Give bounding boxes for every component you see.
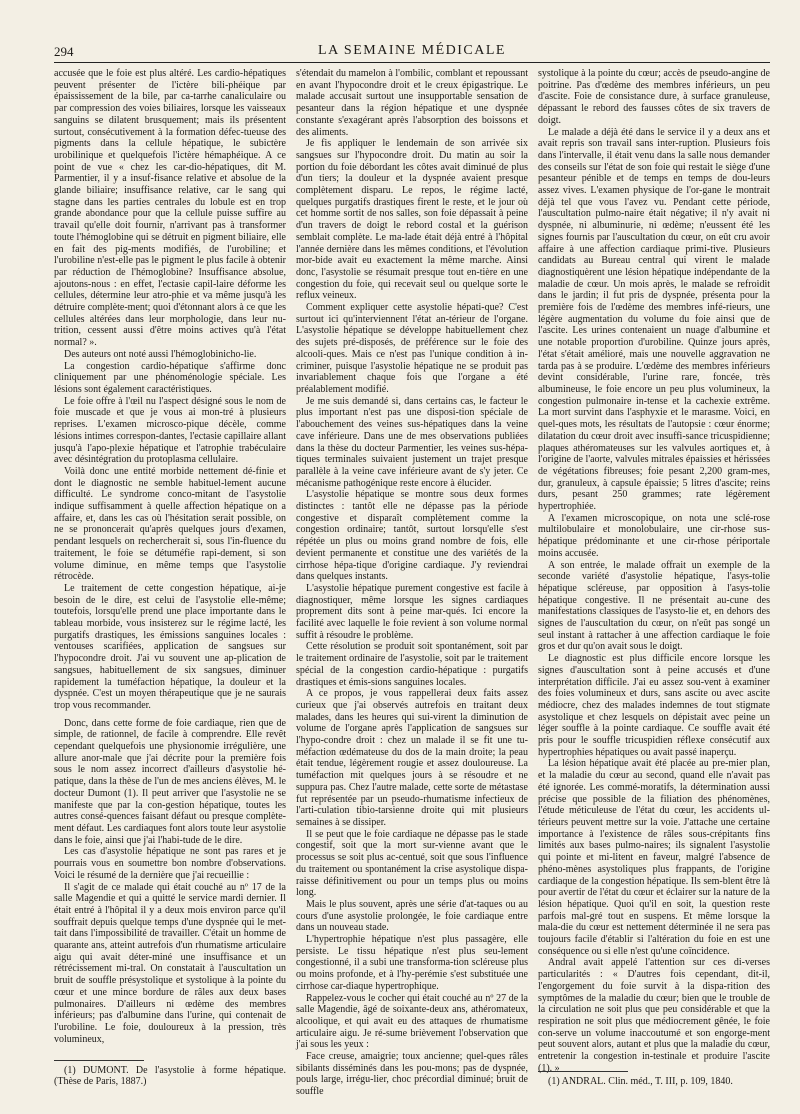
paragraph: L'asystolie hépatique se montre sous deux formes distinctes : tantôt elle ne dépasse pas la période congestive et disparaît complètement comme la congestion ordinaire; tantôt, surtout lorsqu'elle s'est répétée un plus ou moins grand nombre de fois, elle devient permanente et constitue une des variétés de la cirrhose hépa-tique d'origine cardiaque. J'y reviendrai dans quelques instants. xyxy=(296,489,528,583)
footnote-rule xyxy=(538,1071,628,1072)
footnote-block xyxy=(538,1071,770,1088)
paragraph: systolique à la pointe du cœur; accès de pseudo-angine de poitrine. Pas d'œdème des membres inférieurs, un peu d'ascite. Foie de consistance dure, à surface granuleuse, dépassant le rebord des fausses côtes de six travers de doigt. xyxy=(538,68,770,126)
column-right xyxy=(538,68,770,1090)
paragraph: Cette résolution se produit soit spontanément, soit par le traitement ordinaire de l'asystolie, soit par le traitement spécial de la congestion cardio-hépatique : purgatifs drastiques et émis-sions sanguines locales. xyxy=(296,641,528,688)
paragraph: Donc, dans cette forme de foie cardiaque, rien que de simple, de rationnel, de facile à comprendre. Elle revêt cependant quelquefois une physionomie irrégulière, une allure anor-male que j'ai décrite pour la première fois sous le nom assez incorrect d'ailleurs d'asystolie hé-patique, dans la thèse de l'un de mes anciens élèves, M. le docteur Dumont (1). Il peut arriver que l'asystolie ne se manifeste que par la con-gestion hépatique, toutes les autres consé-quences faisant défaut ou presque complète-ment défaut. Les cardiaques font alors toute leur asystolie dans le foie, ainsi que j'ai l'habi-tude de le dire. xyxy=(54,717,286,846)
paragraph: Le traitement de cette congestion hépatique, ai-je besoin de le dire, est celui de l'asystolie elle-même; toutefois, lorsqu'elle prend une place importante dans le tableau morbide, vous insisterez sur le régime lacté, les purgatifs drastiques, les émissions sanguines locales : ventouses scarifiées, application de sangsues sur l'hypocondre droit. J'ai vu souvent une ap-plication de sangsues, habituellement de six sangsues, diminuer rapidement la tuméfaction hépatique, la douleur et la dyspnée. C'est un moyen thérapeutique que je ne saurais trop vous recommander. xyxy=(54,582,286,711)
paragraph: Je fis appliquer le lendemain de son arrivée six sangsues sur l'hypocondre droit. Du matin au soir la portion du foie débordant les côtes avait diminué de plus d'un tiers; la douleur et la dyspnée avaient presque complètement disparu. Le repos, le régime lacté, quelques purgatifs drastiques firent le reste, et le jour où cet homme sortit de nos salles, son foie dépassait à peine d'un travers de doigt le rebord costal et la guérison semblait complète. Le ma-lade était déjà entré à l'hôpital l'année dernière dans les mêmes conditions, et l'évolution mor-bide avait eu exactement la même marche. Ainsi donc, l'asystolie se résumait presque tout en-tière en une congestion du foie, qui recevait seul ou quelque sorte le reflux veineux. xyxy=(296,138,528,302)
footnote: (1) DUMONT. De l'asystolie à forme hépatique. (Thèse de Paris, 1887.) xyxy=(54,1064,286,1088)
footnote: (1) ANDRAL. Clin. méd., T. III, p. 109, 1840. xyxy=(548,1076,733,1088)
journal-title: LA SEMAINE MÉDICALE xyxy=(318,43,506,58)
paragraph: A l'examen microscopique, on nota une sclé-rose multilobulaire et monolobulaire, une cir-rhose sus-hépatique prédominante et une cir-rhose périportale moins accusée. xyxy=(538,512,770,559)
text-columns xyxy=(54,68,770,1098)
paragraph: L'hypertrophie hépatique n'est plus passagère, elle persiste. Le tissu hépatique n'est plus seu-lement congestionné, il a subi une transforma-tion scléreuse plus ou moins profonde, et à l'hy-perémie s'est substituée une cirrhose car-diaque hypertrophique. xyxy=(296,934,528,992)
paragraph: Comment expliquer cette asystolie hépati-que? C'est surtout ici qu'interviennent l'état an-térieur de l'organe. L'asystolie hépatique se développe habituellement chez des sujets pré-disposés, de préférence sur le foie des alcooli-ques. Mais ce n'est pas l'unique condition à in-criminer, puisque l'asystolie hépatique ne se produit pas invariablement chaque fois que l'organe a été préalablement modifié. xyxy=(296,302,528,395)
paragraph: Voilà donc une entité morbide nettement dé-finie et dont le diagnostic ne semble habituel-lement aucune difficulté. Le syndrome conco-mitant de l'asystolie indique suffisamment à quelle affection hépatique on a affaire, et, dans les cas où l'hésitation serait possible, on ne se prononcerait qu'après quelques jours d'examen, pendant lesquels on rechercherait si, sous l'in-fluence du traitement, le foie se détuméfie rapi-dement, si son volume diminue, en même temps que l'asystolie rétrocède. xyxy=(54,465,286,583)
paragraph: Il s'agit de ce malade qui était couché au nº 17 de la salle Magendie et qui a quitté le service mardi dernier. Il était entré à l'hôpital il y a deux mois environ parce qu'il souffrait depuis quelque temps d'une dyspnée qui le met-tait dans l'impossibilité de travailler. C'était un homme de quarante ans, atteint autrefois d'un rhumatisme articulaire aigu qui avait déter-miné une insuffisance et un rétrécissement mi-tral. On constatait à l'auscultation un bruit de souffle présystolique et systolique à la pointe du cœur et une mince bordure de râles aux deux bases pulmonaires. D'ailleurs ni œdème des membres inférieurs; pas d'albumine dans l'urine, qui contenait de l'urobiline. Le foie, douloureux à la pression, très volumineux, xyxy=(54,881,286,1045)
paragraph: Rappelez-vous le cocher qui était couché au nº 27 de la salle Magendie, âgé de soixante-deux ans, athéromateux, alcoolique, et qui avait eu des attaques de rhumatisme articulaire aigu. Je ré-sume brièvement l'observation que j'ai sous les yeux : xyxy=(296,992,528,1051)
paragraph: Des auteurs ont noté aussi l'hémoglobinicho-lie. xyxy=(64,348,257,360)
paragraph: La lésion hépatique avait été placée au pre-mier plan, et la maladie du cœur au second, quand elle n'avait pas été ignorée. Les commé-moratifs, la détermination aussi précise que possible de la filiation des phénomènes, l'étude méticuleuse de l'état du cœur, les accidents ul-térieurs peuvent mettre sur la voie. J'attache une certaine importance à l'existence de râles sous-crépitants fins limités aux bases pulmo-naires; ils signalent l'asystolie qui pointe et mi-litent en faveur, malgré l'absence de phéno-mènes asystoliques plus frappants, de l'origine cardiaque de la congestion hépatique. Ils sem-blent être là pour avertir de l'état du cœur et éclairer sur la nature de la lésion hépatique. Quoi qu'il en soit, la question reste parfois mal-gré tout en suspens. Et même lorsque la mala-die du cœur est nettement déterminée il ne sera pas toujours facile d'établir si l'altération du foie en est une conséquence ou si elle n'est qu'une coïncidence. xyxy=(538,758,770,957)
page-header xyxy=(54,40,770,63)
paragraph: s'étendait du mamelon à l'ombilic, comblant et repoussant en avant l'hypocondre droit et le creux épigastrique. Le malade accusait surtout une insupportable sensation de pesanteur dans la région hépatique et une dyspnée constante s'exagérant après l'absorption des boissons et des aliments. xyxy=(296,68,528,138)
paragraph: Le diagnostic est plus difficile encore lorsque les signes d'auscultation sont à peine accusés et d'une interprétation difficile. J'ai eu assez sou-vent à examiner des foies volumineux et durs, sans ascite ou avec ascite médiocre, chez des malades indemnes de tout stigmate asystolique et chez lesquels on dépistait avec peine un léger souffle à la pointe cardiaque. Ce souffle avait été pris pour le souffle tricuspidien réflexe consécutif aux hypertrophies hépatiques ou avait passé inaperçu. xyxy=(538,653,770,758)
footnote-block xyxy=(54,1060,286,1088)
paragraph: Mais le plus souvent, après une série d'at-taques ou au cours d'une asystolie prolongée, le foie cardiaque entre dans un nouveau stade. xyxy=(296,898,528,934)
paragraph: Andral avait appelé l'attention sur ces di-verses particularités : « D'autres fois cependant, dit-il, l'engorgement du foie survit à la dispa-rition des symptômes de la maladie du cœur; bien que le trouble de la circulation ne soit plus que peu considérable et que la respiration ne soit plus que médiocrement gênée, le foie con-serve un volume inaccoutumé et son engorge-ment peut souvent alors, autant et plus que la maladie du cœur, entretenir la congestion in-testinale et produire l'ascite (1). » xyxy=(538,957,770,1074)
paragraph: Face creuse, amaigrie; toux ancienne; quel-ques râles sibilants disséminés dans les pou-mons; pas de dyspnée, pouls large, irrégu-lier, choc précordial diminué; bruit de souffle xyxy=(296,1051,528,1098)
paragraph: A son entrée, le malade offrait un exemple de la seconde variété d'asystolie hépatique, l'asys-tolie hépatique scléreuse, par opposition à l'asys-tolie hépatique congestive. Il ne présentait au-cune des manifestations classiques de l'asysto-lie et, en dehors des signes de l'auscultation du cœur, on n'eût pas songé un seul instant à rattacher à une affection cardiaque le foie gros et dur qu'on avait sous le doigt. xyxy=(538,559,770,653)
paragraph: accusée que le foie est plus altéré. Les cardio-hépatiques peuvent présenter de l'ictère bili-phéique par épaississement de la bile, par ca-tarrhe canaliculaire ou par compression des voies biliaires, lorsque les vaisseaux sanguins se dilatent brusquement; mais ils présentent surtout, consécutivement à la formation défec-tueuse des pigments dans la cellule hépatique, le subictère urobilinique et quelquefois l'ictère hémaphéique. A ce point de vue « chez les car-dio-hépatiques, dit M. Parmentier, il y a insuf-fisance relative et absolue de la glande biliaire; insuffisance relative, car le sang qui stagne dans les parties centrales du lobule est en trop grande abondance pour que la cellule puisse suffire au travail qu'elle doit fournir, n'arrivant pas à transformer toute l'hémoglobine qui se détruit en pigment biliaire, elle en fait des pig-ments modifiés, de l'urobiline; et l'urobiline n'est-elle pas le pigment le plus facile à obtenir par réduction de l'hémoglobine? Insuffisance absolue, ajoutons-nous : en effet, l'ectasie capil-laire déforme les cellules, détermine leur atro-phie et va même jusqu'à les détruire complète-ment; quoi d'étonnant alors à ce que les cellules altérées dans leur morphologie, dans leur nu-trition, cessent aussi d'être moins actives qu'à l'état normal? ». xyxy=(54,68,286,349)
paragraph: Le foie offre à l'œil nu l'aspect désigné sous le nom de foie muscade et que je vous ai mon-tré à plusieurs reprises. L'examen microsco-pique décèle, comme lésions intimes correspon-dantes, l'ectasie capillaire allant jusqu'à l'apo-plexie hépatique et l'atrophie trabéculaire avec désintégration du protoplasma cellulaire. xyxy=(54,395,286,466)
paragraph: La congestion cardio-hépatique s'affirme donc cliniquement par une phénoménologie spéciale. Les lésions sont également caractéristiques. xyxy=(54,360,286,395)
paragraph: L'asystolie hépatique purement congestive est facile à diagnostiquer, même lorsque les signes cardiaques proprement dits sont à peine mar-qués. Ici encore la facilité avec laquelle le foie revient à son volume normal suffit à résoudre le problème. xyxy=(296,582,528,641)
journal-page xyxy=(54,40,770,1098)
paragraph: A ce propos, je vous rappellerai deux faits assez curieux que j'ai observés autrefois en traitant deux malades, dans les heures qui sui-virent la diminution de volume de l'organe après l'application de sangsues sur l'hypo-condre droit : chez un malade il se fit une tu-méfaction œdémateuse du dos de la main droite; la peau était tendue, légèrement rougie et assez douloureuse. La tuméfaction mit quelques jours à se résoudre et ne suppura pas. Chez l'autre malade, cette sorte de métastase fut représentée par un pseudo-rhumatisme infectieux de l'arti-culation tibio-tarsienne droite qui mit plusieurs semaines à se dissiper. xyxy=(296,688,528,828)
page-number: 294 xyxy=(54,44,74,59)
column-middle xyxy=(296,68,528,1098)
paragraph: Je me suis demandé si, dans certains cas, le facteur le plus important n'est pas une disposi-tion spéciale de l'abouchement des veines sus-hépatiques dans la veine cave inférieure. Dans une de mes observations publiées dans la thèse du docteur Parmentier, les veines sus-hépa-tiques terminales suivaient justement un trajet presque parallèle à la veine cave inférieure avant de s'y jeter. Ce mécanisme pathogénique reste encore à élucider. xyxy=(296,395,528,489)
paragraph: Le malade a déjà été dans le service il y a deux ans et avait repris son travail sans inter-ruption. Plusieurs fois dans l'intervalle, il était venu dans la salle nous demander des conseils sur l'état de son foie qui restait le siège d'une pesanteur pénible et de temps en temps de dou-leurs assez vives. L'examen physique de l'or-gane le montrait déjà tel que vous l'avez vu. Pendant cette période, l'auscultation pulmo-naire était négative; il n'y avait ni dyspnée, ni albuminurie, ni œdème; n'eussent été les signes fournis par l'auscultation du cœur, on eût cru avoir affaire à une affection cardiaque primi-tive. Plusieurs candidats au Bureau central qui virent le malade diagnostiquèrent une lésion hépatique indépendante de la maladie de cœur. Un mois après, le malade se refroidit dans le jardin; il fut pris de dyspnée, présenta pour la première fois de l'œdème des membres infé-rieurs, une légère augmentation du volume du foie ainsi que de l'ascite. Les urines contenaient un nuage d'albumine et une notable proportion d'urobiline. Quinze jours après, l'état s'était amélioré, mais une nouvelle aggravation ne tarda pas à se produire. L'œdème des membres inférieurs devint considérable, l'urine rare, foncée, très albumineuse, le foie encore un peu plus volumineux, la congestion pulmonaire in-tense et la cachexie extrême. La mort survint dans l'asphyxie et le marasme. Voici, en quel-ques mots, les résultats de l'autopsie : cœur énorme; dilatation du cœur droit avec insuffi-sance tricuspidienne; plaques athéromateuses sur les valvules aortiques et, à l'origine de l'aorte, valvules mitrales épaissies et hérissées de végétations fibreuses; foie pesant 2,200 gram-mes, dur, granuleux, à capsule épaissie; 5 litres d'ascite; reins durs, pesant 250 grammes; rate légèrement hypertrophiée. xyxy=(538,126,770,513)
footnote-rule xyxy=(54,1060,144,1061)
paragraph: Les cas d'asystolie hépatique ne sont pas rares et je pourrais vous en soumettre bon nombre d'observations. Voici le résumé de la dernière que j'ai recueillie : xyxy=(54,846,286,881)
column-left xyxy=(54,68,286,1090)
paragraph: Il se peut que le foie cardiaque ne dépasse pas le stade congestif, soit que la mort sur-vienne avant que le processus se soit plus ac-centué, soit que sous l'influence du traitement ou spontanément la crise asystolique dispa-raisse définitivement ou pour un temps plus ou moins long. xyxy=(296,828,528,899)
